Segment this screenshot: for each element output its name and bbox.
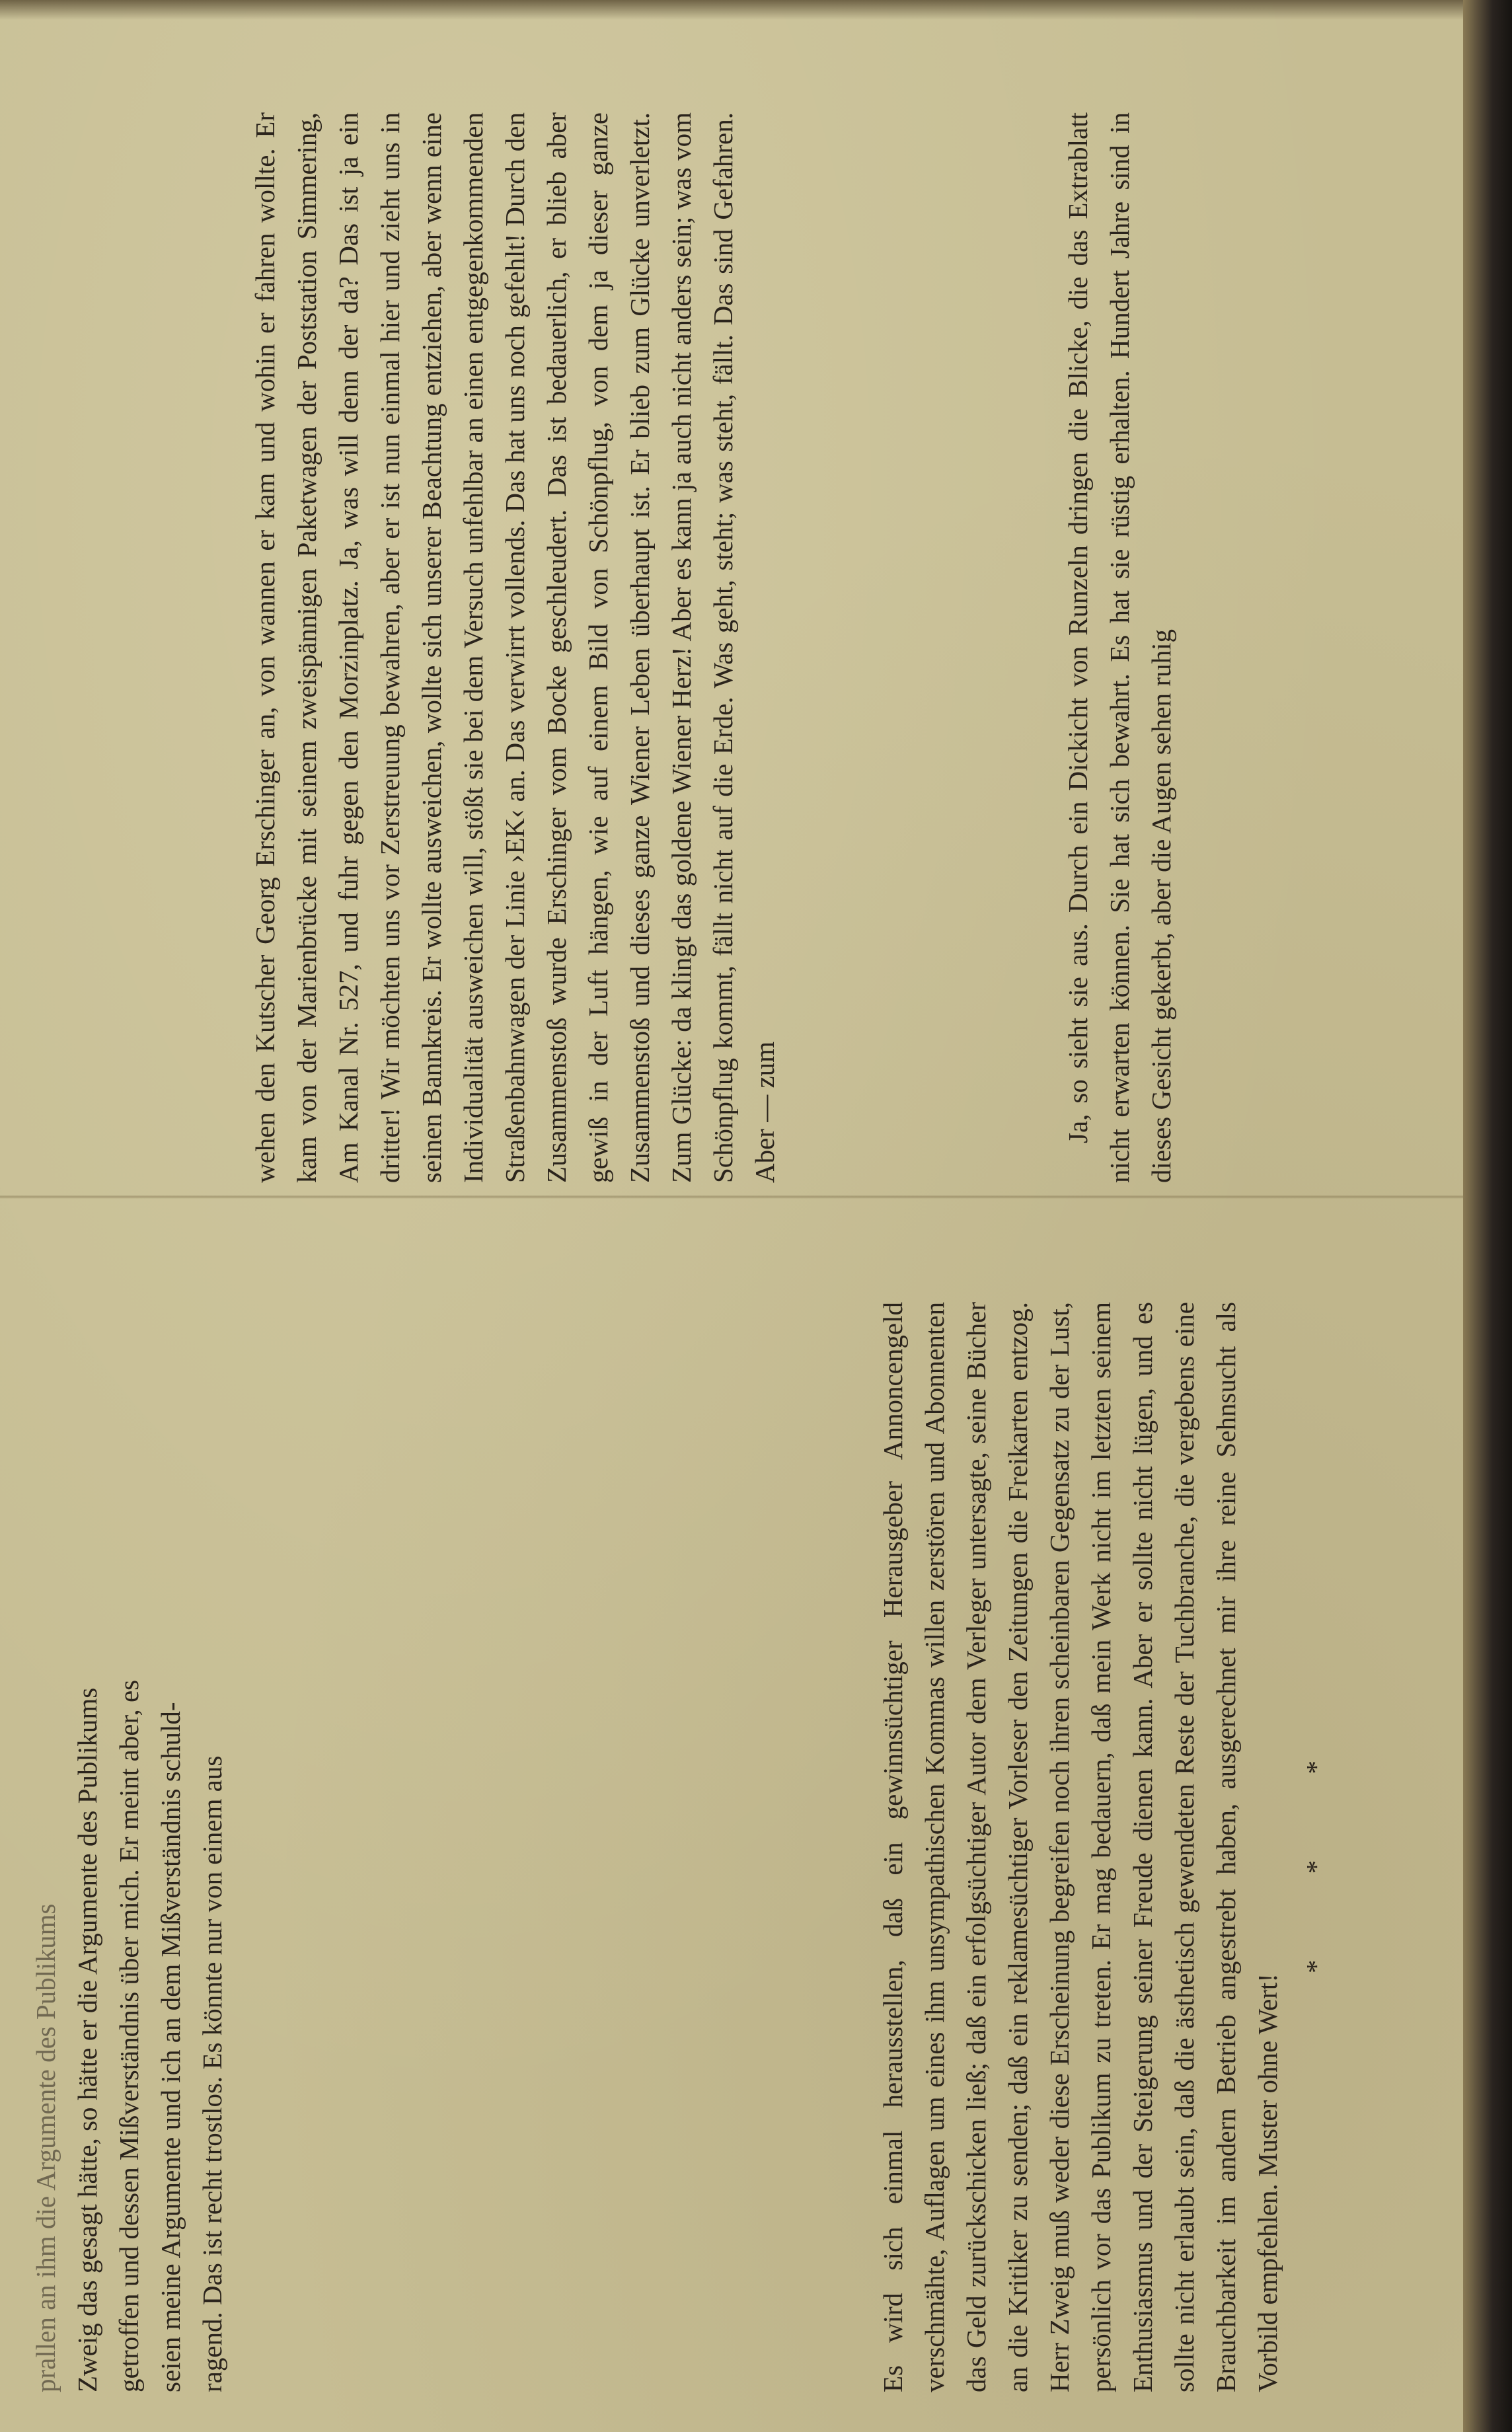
page-binding-edge [1463, 0, 1512, 2432]
line-1: prallen an ihm die Argumente des Publikums [30, 1903, 61, 2392]
page-fold-line [0, 1195, 1463, 1199]
line-5: ragend. Das ist recht trostlos. Es könnte nur von einem aus [197, 1755, 227, 2392]
paragraph-herausgeber: Es wird sich einmal herausstellen, daß ein gewinnsüchtiger Herausgeber Annoncengeld verschmähte, Auflagen um eines ihm unsympathischen Kommas willen zerstören und Abonnenten das Geld zurückschicken ließ; daß ein erfolgsüchtiger Autor dem Verleger untersagte, seine Bücher an die Kritiker zu senden; daß ein reklamesüchtiger Vorleser den Zeitungen die Freikarten entzog. Herr Zweig muß weder diese Erscheinung begreifen noch ihren scheinbaren Gegensatz zu der Lust, persönlich vor das Publikum zu treten. Er mag bedauern, daß mein Werk nicht im letzten seinem Enthusiasmus und der Steigerung seiner Freude dienen kann. Aber er sollte nicht lügen, und es sollte nicht erlaubt sein, daß die ästhetisch gewendeten Reste der Tuchbranche, die vergebens eine Brauchbarkeit im andern Betrieb angestrebt haben, ausgerechnet mir ihre reine Sehnsucht als Vorbild empfehlen. Muster ohne Wert! [878, 1302, 1283, 2392]
paragraph-kutscher-erschinger: wehen den Kutscher Georg Erschinger an, von wannen er kam und wohin er fahren wollte. Er kam von der Marienbrücke mit seinem zweispännigen Paketwagen der Poststation Simmering, Am Kanal Nr. 527, und fuhr gegen den Morzinplatz. Ja, was will denn der da? Das ist ja ein dritter! Wir möchten uns vor Zerstreuung bewahren, aber er ist nun einmal hier und zieht uns in seinen Bannkreis. Er wollte ausweichen, wollte sich unserer Beachtung entziehen, aber wenn eine Individualität ausweichen will, stößt sie bei dem Versuch unfehlbar an einen entgegenkommenden Straßenbahnwagen der Linie ›EK‹ an. Das verwirrt vollends. Das hat uns noch gefehlt! Durch den Zusammenstoß wurde Erschinger vom Bocke geschleudert. Das ist bedauerlich, er blieb aber gewiß in der Luft hängen, wie auf einem Bild von Schönpflug, von dem ja dieser ganze Zusammenstoß und dieses ganze Wiener Leben überhaupt ist. Er blieb zum Glücke unverletzt. Zum Glücke: da klingt das goldene Wiener Herz! Aber es kann ja auch nicht anders sein; was vom Schönpflug kommt, fällt nicht auf die Erde. Was geht, steht; was steht, fällt. Das sind Gefahren. Aber — zum [250, 112, 780, 1183]
text-column-top-right [245, 112, 1460, 1183]
text-column-bottom-right [872, 1302, 1434, 2392]
text-column-bottom-left [25, 1394, 227, 2392]
line-4: seien meine Argumente und ich an dem Mißverständnis schuld- [155, 1702, 186, 2392]
section-separator: * * * [1301, 1721, 1331, 1973]
line-3: getroffen und dessen Mißverständnis über mich. Er meint aber, es [114, 1679, 144, 2392]
line-2: Zweig das gesagt hätte, so hätte er die Argumente des Publikums [72, 1687, 102, 2392]
page-top-edge [0, 0, 1512, 20]
paragraph-ja-so-sieht-sie-aus: Ja, so sieht sie aus. Durch ein Dickicht von Runzeln dringen die Blicke, die das Extrablatt nicht erwarten können. Sie hat sich bewahrt. Es hat sie rüstig erhalten. Hundert Jahre sind in dieses Gesicht gekerbt, aber die Augen sehen ruhig [1063, 112, 1176, 1183]
